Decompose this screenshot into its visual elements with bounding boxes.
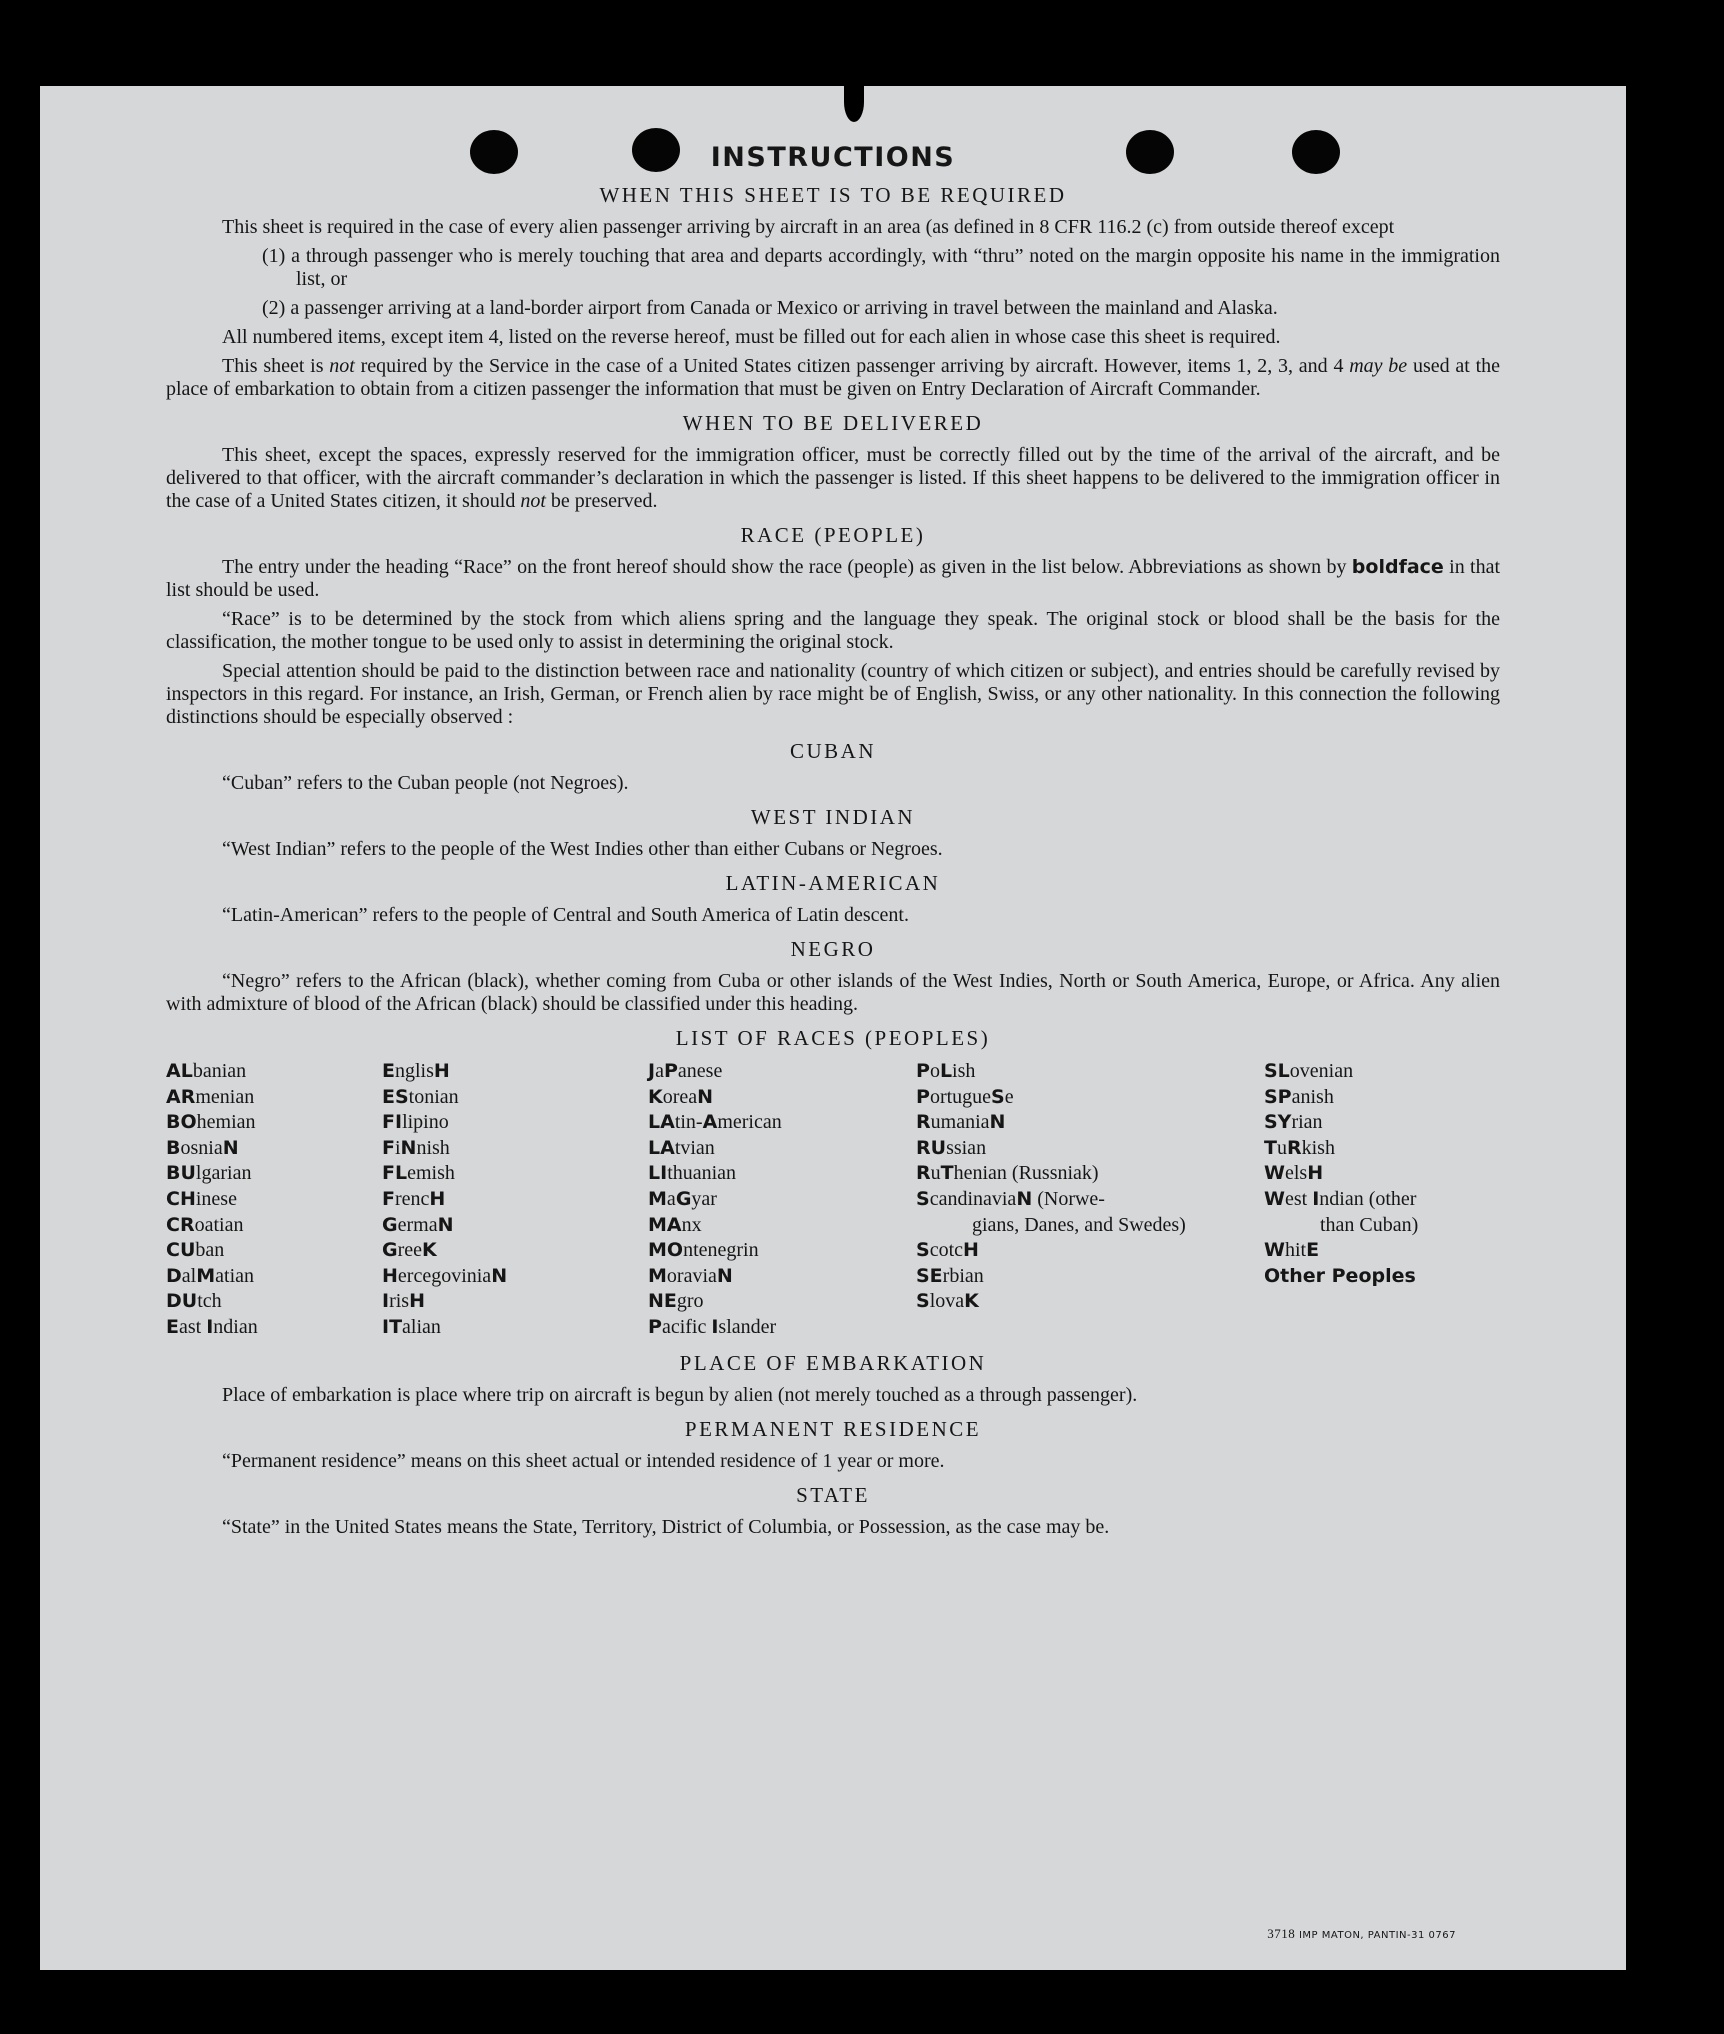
race-entry: NEgro [648, 1290, 704, 1313]
heading-cuban: CUBAN [789, 739, 876, 763]
race-entry: LAtin-American [648, 1111, 782, 1134]
race-entry: CUban [166, 1239, 225, 1262]
page-title: INSTRUCTIONS [710, 142, 956, 173]
race-entry: MaGyar [648, 1187, 717, 1210]
race-entry: Other Peoples [1264, 1264, 1416, 1287]
race-entry: LAtvian [648, 1136, 715, 1159]
heading-permanent-residence: PERMANENT RESIDENCE [684, 1416, 982, 1441]
race-entry: FiNnish [382, 1136, 450, 1159]
race-entry: Pacific Islander [648, 1315, 777, 1338]
race-entry: MAnx [648, 1213, 702, 1236]
page-tear [844, 82, 864, 122]
form-number: 3718 [1267, 1926, 1296, 1941]
race-column [916, 1059, 1264, 1341]
race-entry: RuThenian (Russniak) [916, 1162, 1099, 1185]
race-entry: CRoatian [166, 1213, 244, 1236]
race-entry: WhitE [1264, 1239, 1320, 1262]
paragraph-state: “State” in the United States means the State, Territory, District of Columbia, or Possession, as the case may be. [222, 1515, 1110, 1538]
heading-race: RACE (PEOPLE) [740, 523, 926, 547]
race-entry: FLemish [382, 1162, 455, 1185]
paragraph-delivered: This sheet, except the spaces, expressly reserved for the immigration officer, must be correctly filled out by the time of the arrival of the aircraft, and be delivered to that officer, with the aircraft commander’s declaration in which the passenger is listed. If this sheet happens to be delivered to the immigration officer in the case of a United States citizen, it should not be preserved. [166, 444, 1500, 512]
paragraph-negro: “Negro” refers to the African (black), whether coming from Cuba or other islands of the West Indies, North or South America, Europe, or Africa. Any alien with admixture of blood of the African (black) should be classified under this heading. [166, 970, 1500, 1015]
race-column [1264, 1059, 1500, 1341]
race-entry: WelsH [1264, 1162, 1324, 1185]
race-entry: DUtch [166, 1290, 222, 1313]
race-column [648, 1059, 916, 1341]
paragraph-cuban: “Cuban” refers to the Cuban people (not Negroes). [222, 772, 629, 794]
printer-imprint: IMP MATON, PANTIN-31 0767 [1298, 1930, 1456, 1941]
race-entry: MoraviaN [648, 1264, 733, 1287]
race-entry: BOhemian [166, 1111, 256, 1134]
race-entry: CHinese [166, 1187, 237, 1210]
race-entry: IrisH [382, 1290, 425, 1313]
race-entry: MOntenegrin [648, 1239, 759, 1262]
race-entry: EnglisH [382, 1060, 450, 1082]
paragraph-latin-american: “Latin-American” refers to the people of Central and South America of Latin descent. [222, 904, 909, 926]
race-entry: BosniaN [166, 1136, 239, 1159]
heading-west-indian: WEST INDIAN [750, 805, 916, 829]
race-entry: ScotcH [916, 1239, 979, 1262]
race-entry: LIthuanian [648, 1162, 737, 1185]
race-entry: RUssian [916, 1136, 987, 1159]
race-entry: HercegoviniaN [382, 1264, 508, 1287]
race-entry: ALbanian [166, 1060, 247, 1082]
heading-when-delivered: WHEN TO BE DELIVERED [682, 411, 984, 435]
instructions-content [166, 142, 1500, 1545]
paragraph-required-intro: This sheet is required in the case of every alien passenger arriving by aircraft in an area (as defined in 8 CFR 116.2 (c) from outside thereof except [222, 216, 1395, 238]
heading-list-of-races: LIST OF RACES (PEOPLES) [675, 1026, 991, 1050]
race-entry: DalMatian [166, 1264, 255, 1287]
race-entry: JaPanese [648, 1060, 723, 1082]
race-entry: KoreaN [648, 1085, 714, 1108]
exception-item-2: (2) a passenger arriving at a land-border airport from Canada or Mexico or arriving in travel between the mainland and Alaska. [262, 297, 1278, 319]
race-entry: RumaniaN [916, 1111, 1006, 1134]
race-list [166, 1059, 1500, 1341]
race-entry: ITalian [382, 1315, 441, 1338]
exception-item-1: (1) a through passenger who is merely touching that area and departs accordingly, with “thru” noted on the margin opposite his name in the immigration list, or [262, 245, 1500, 290]
race-entry: SErbian [916, 1264, 984, 1287]
race-entry: West Indian (other than Cuban) [1264, 1187, 1500, 1238]
race-entry: ARmenian [166, 1085, 255, 1108]
race-entry: SLovenian [1264, 1060, 1354, 1082]
race-entry: FIlipino [382, 1111, 449, 1134]
paragraph-race-entry: The entry under the heading “Race” on the front hereof should show the race (people) as given in the list below. Abbreviations as shown by boldface in that list should be used. [166, 556, 1501, 601]
race-entry: East Indian [166, 1315, 258, 1338]
race-entry: PortugueSe [916, 1085, 1014, 1108]
paragraph-west-indian: “West Indian” refers to the people of the West Indies other than either Cubans or Negroes. [222, 838, 943, 860]
heading-negro: NEGRO [790, 937, 876, 961]
race-entry: SYrian [1264, 1111, 1323, 1134]
race-entry: EStonian [382, 1085, 459, 1108]
paragraph-numbered-items: All numbered items, except item 4, listed on the reverse hereof, must be filled out for each alien in whose case this sheet is required. [222, 326, 1281, 348]
form-footer [1267, 1926, 1456, 1942]
race-entry: ScandinaviaN (Norwe- gians, Danes, and Swedes) [916, 1187, 1264, 1238]
paragraph-embarkation: Place of embarkation is place where trip on aircraft is begun by alien (not merely touched as a through passenger). [222, 1383, 1138, 1406]
paragraph-citizen: This sheet is not required by the Service in the case of a United States citizen passenger arriving by aircraft. However, items 1, 2, 3, and 4 may be used at the place of embarkation to obtain from a citizen passenger the information that must be given on Entry Declaration of Aircraft Commander. [166, 355, 1500, 400]
paragraph-residence: “Permanent residence” means on this sheet actual or intended residence of 1 year or more. [222, 1449, 945, 1472]
race-entry: GermaN [382, 1213, 454, 1236]
document-page [40, 86, 1626, 1970]
race-entry: PoLish [916, 1060, 976, 1082]
race-entry: TuRkish [1264, 1136, 1335, 1159]
heading-when-required: WHEN THIS SHEET IS TO BE REQUIRED [599, 183, 1067, 207]
heading-state: STATE [796, 1482, 870, 1507]
race-entry: BUlgarian [166, 1162, 252, 1185]
race-entry: GreeK [382, 1239, 437, 1262]
race-column [382, 1059, 648, 1341]
heading-latin-american: LATIN-AMERICAN [725, 871, 941, 895]
paragraph-race-nationality: Special attention should be paid to the distinction between race and nationality (country of which citizen or subject), and entries should be carefully revised by inspectors in this regard. For instance, an Irish, German, or French alien by race might be of English, Swiss, or any other nationality. In this connection the following distinctions should be especially observed : [166, 660, 1500, 728]
race-entry-continuation: gians, Danes, and Swedes) [972, 1213, 1186, 1236]
race-column [166, 1059, 382, 1341]
race-entry-continuation: than Cuban) [1320, 1213, 1419, 1236]
race-entry: SlovaK [916, 1290, 979, 1313]
race-entry: SPanish [1264, 1085, 1334, 1108]
paragraph-race-stock: “Race” is to be determined by the stock from which aliens spring and the language they speak. The original stock or blood shall be the basis for the classification, the mother tongue to be used only to assist in determining the original stock. [166, 608, 1500, 653]
race-entry: FrencH [382, 1187, 446, 1210]
heading-place-of-embarkation: PLACE OF EMBARKATION [679, 1350, 987, 1375]
